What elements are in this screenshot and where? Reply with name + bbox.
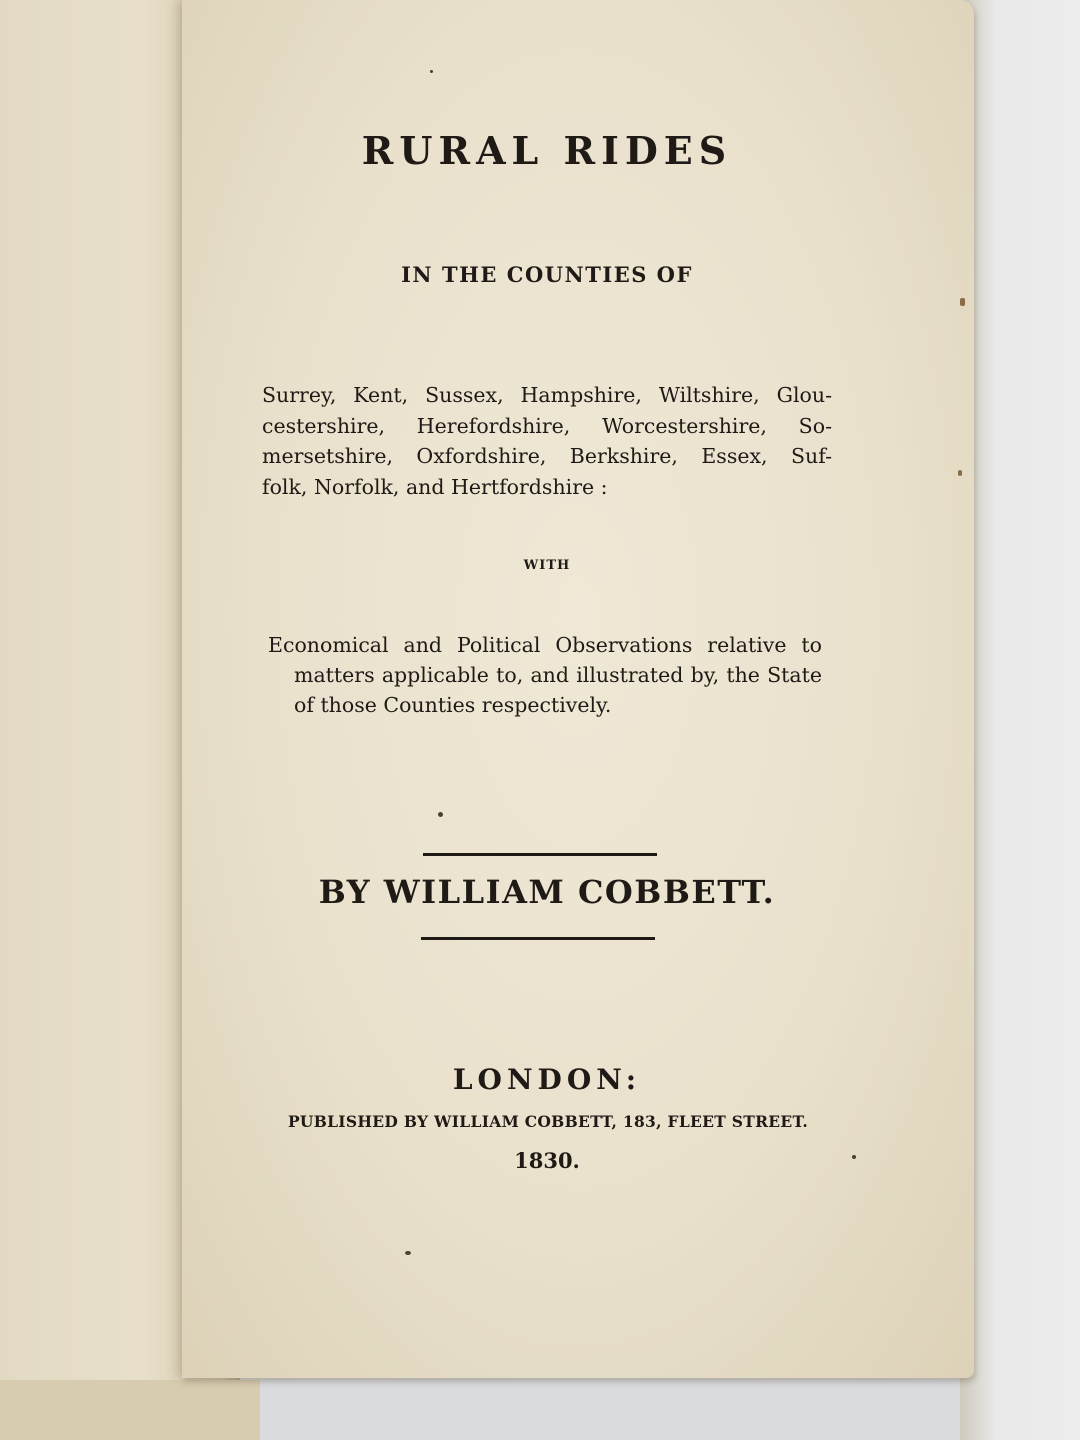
counties-line: folk, Norfolk, and Hertfordshire : [262, 474, 608, 499]
observations-line: Economical and Political Observations relative to [268, 633, 822, 657]
with-label: WITH [523, 558, 571, 573]
subtitle: IN THE COUNTIES OF [401, 262, 693, 287]
counties-line: mersetshire, Oxfordshire, Berkshire, Essex, Suf- [262, 444, 832, 468]
page-stack-bottom [0, 1380, 260, 1440]
place-of-publication: LONDON: [452, 1063, 642, 1096]
publication-year: 1830. [514, 1148, 580, 1173]
counties-list [262, 380, 832, 502]
observations-line: of those Counties respectively. [294, 693, 612, 717]
background [960, 0, 1080, 1440]
observations-text [268, 630, 822, 720]
paper-fleck [852, 1155, 856, 1159]
top-rule [423, 853, 657, 856]
paper-fleck [405, 1251, 411, 1255]
paper-fleck [438, 812, 443, 817]
paper-stain [958, 470, 962, 476]
paper-fleck [430, 70, 433, 73]
author-line: BY WILLIAM COBBETT. [318, 873, 776, 911]
observations-line: matters applicable to, and illustrated by, the State [294, 663, 822, 687]
bottom-rule [421, 937, 655, 940]
publisher-line: PUBLISHED BY WILLIAM COBBETT, 183, FLEET STREET. [287, 1112, 809, 1131]
counties-line: cestershire, Herefordshire, Worcestershire, So- [262, 413, 832, 438]
book-title: RURAL RIDES [361, 128, 733, 173]
paper-stain [960, 298, 965, 306]
counties-line: Surrey, Kent, Sussex, Hampshire, Wiltshire, Glou- [262, 383, 832, 407]
